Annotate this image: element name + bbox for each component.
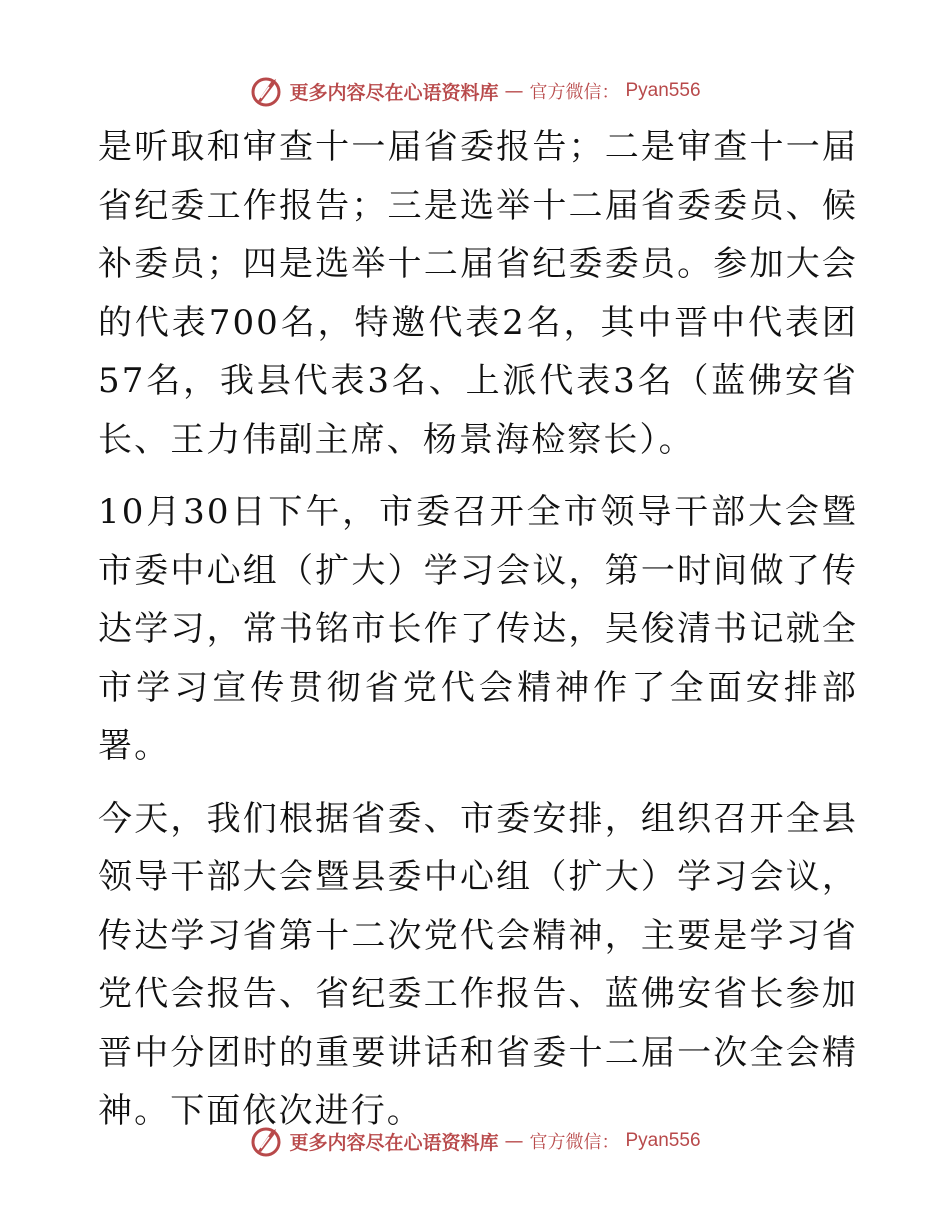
banner-dash: — [504,80,524,102]
footer-banner [0,1121,950,1161]
banner-wechat-id: Pyan556 [625,1130,701,1151]
quill-pen-logo-icon [249,1124,283,1158]
paragraph: 今天，我们根据省委、市委安排，组织召开全县领导干部大会暨县委中心组（扩大）学习会议，传达学习省第十二次党代会精神，主要是学习省党代会报告、省纪委工作报告、蓝佛安省长参加晋中分团时的重要讲话和省委十二届一次全会精神。下面依次进行。 [98,798,858,1131]
banner-slogan: 更多内容尽在心语资料库 [289,1131,499,1154]
paragraph: 是听取和审查十一届省委报告；二是审查十一届省纪委工作报告；三是选举十二届省委委员、候补委员；四是选举十二届省纪委委员。参加大会的代表700名，特邀代表2名，其中晋中代表团57名，我县代表3名、上派代表3名（蓝佛安省长、王力伟副主席、杨景海检察长）。 [98,127,858,460]
banner-slogan: 更多内容尽在心语资料库 [289,81,499,104]
header-banner [0,71,950,111]
banner-wechat-id: Pyan556 [625,80,701,101]
banner-wechat-label: 官方微信： [529,1132,620,1153]
banner-wechat-label: 官方微信： [529,82,620,103]
paragraph: 10月30日下午，市委召开全市领导干部大会暨市委中心组（扩大）学习会议，第一时间做了传达学习，常书铭市长作了传达，吴俊清书记就全市学习宣传贯彻省党代会精神作了全面安排部署。 [98,492,858,766]
banner-dash: — [504,1130,524,1152]
quill-pen-logo-icon [249,74,283,108]
document-body [98,118,858,1141]
